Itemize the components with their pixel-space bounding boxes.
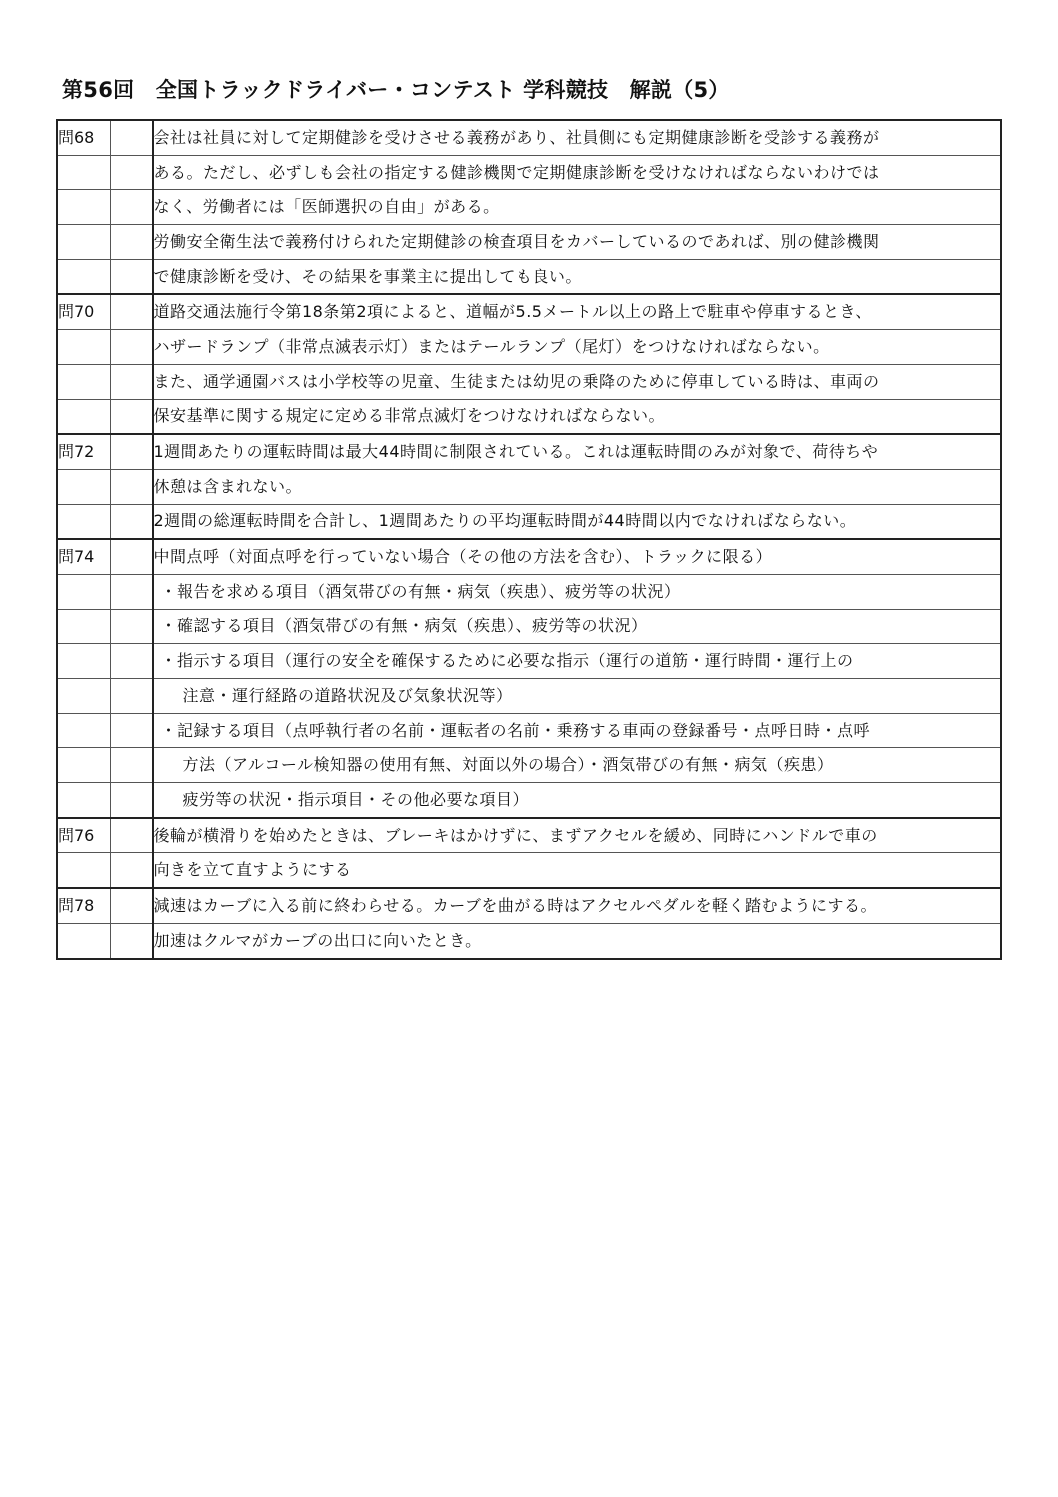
table-row (57, 399, 1001, 434)
explanation-text-cell: ハザードランプ（非常点滅表示灯）またはテールランプ（尾灯）をつけなければならない。 (153, 330, 1002, 365)
explanation-text-cell: 後輪が横滑りを始めたときは、ブレーキはかけずに、まずアクセルを緩め、同時にハンドルで車の (153, 818, 1002, 853)
explanation-text-cell: また、通学通園バスは小学校等の児童、生徒または幼児の乗降のために停車している時は、車両の (153, 364, 1002, 399)
question-number-cell (57, 330, 110, 365)
question-number-cell (57, 574, 110, 609)
explanation-text-cell: 加速はクルマがカーブの出口に向いたとき。 (153, 923, 1002, 958)
explanation-text-cell: 1週間あたりの運転時間は最大44時間に制限されている。これは運転時間のみが対象で、荷待ちや (153, 434, 1002, 469)
explanation-text-cell: 疲労等の状況・指示項目・その他必要な項目） (153, 783, 1002, 818)
explanation-text-cell: 保安基準に関する規定に定める非常点滅灯をつけなければならない。 (153, 399, 1002, 434)
table-row (57, 294, 1001, 329)
explanation-text-cell: で健康診断を受け、その結果を事業主に提出しても良い。 (153, 259, 1002, 294)
table-row (57, 609, 1001, 644)
question-number-cell: 問78 (57, 888, 110, 923)
answer-mark-cell (110, 330, 153, 365)
explanation-text-cell: 減速はカーブに入る前に終わらせる。カーブを曲がる時はアクセルペダルを軽く踏むようにする。 (153, 888, 1002, 923)
answer-mark-cell (110, 679, 153, 714)
explanation-text-cell: 会社は社員に対して定期健診を受けさせる義務があり、社員側にも定期健康診断を受診する義務が (153, 120, 1002, 155)
question-number-cell (57, 923, 110, 958)
table-row (57, 330, 1001, 365)
table-row (57, 469, 1001, 504)
question-number-cell (57, 225, 110, 260)
answer-mark-cell (110, 888, 153, 923)
question-number-cell (57, 609, 110, 644)
table-row (57, 120, 1001, 155)
answer-mark-cell (110, 504, 153, 539)
explanation-text-cell: 2週間の総運転時間を合計し、1週間あたりの平均運転時間が44時間以内でなければならない。 (153, 504, 1002, 539)
question-number-cell: 問74 (57, 539, 110, 574)
table-row (57, 190, 1001, 225)
answer-mark-cell (110, 783, 153, 818)
answer-mark-cell (110, 364, 153, 399)
table-row (57, 434, 1001, 469)
explanation-text-cell: 中間点呼（対面点呼を行っていない場合（その他の方法を含む）、トラックに限る） (153, 539, 1002, 574)
table-body (57, 120, 1001, 959)
explanation-text-cell: 方法（アルコール検知器の使用有無、対面以外の場合）・酒気帯びの有無・病気（疾患） (153, 748, 1002, 783)
table-row (57, 818, 1001, 853)
table-row (57, 259, 1001, 294)
question-number-cell (57, 644, 110, 679)
explanation-text-cell: ・記録する項目（点呼執行者の名前・運転者の名前・乗務する車両の登録番号・点呼日時・点呼 (153, 713, 1002, 748)
explanation-text-cell: 労働安全衛生法で義務付けられた定期健診の検査項目をカバーしているのであれば、別の健診機関 (153, 225, 1002, 260)
question-number-cell (57, 399, 110, 434)
question-number-cell (57, 155, 110, 190)
explanation-text-cell: 道路交通法施行令第18条第2項によると、道幅が5.5メートル以上の路上で駐車や停車するとき、 (153, 294, 1002, 329)
explanation-text-cell: 注意・運行経路の道路状況及び気象状況等） (153, 679, 1002, 714)
table-row (57, 748, 1001, 783)
question-number-cell (57, 190, 110, 225)
table-row (57, 713, 1001, 748)
question-number-cell (57, 259, 110, 294)
answer-mark-cell (110, 190, 153, 225)
table-row (57, 155, 1001, 190)
question-number-cell (57, 364, 110, 399)
table-row (57, 539, 1001, 574)
question-number-cell: 問68 (57, 120, 110, 155)
answer-mark-cell (110, 259, 153, 294)
answer-mark-cell (110, 120, 153, 155)
explanation-text-cell: ・指示する項目（運行の安全を確保するために必要な指示（運行の道筋・運行時間・運行上の (153, 644, 1002, 679)
answer-mark-cell (110, 609, 153, 644)
question-number-cell (57, 504, 110, 539)
question-number-cell (57, 853, 110, 888)
answer-mark-cell (110, 644, 153, 679)
question-number-cell (57, 713, 110, 748)
explanation-table (56, 119, 1002, 960)
explanation-text-cell: ある。ただし、必ずしも会社の指定する健診機関で定期健康診断を受けなければならないわけでは (153, 155, 1002, 190)
answer-mark-cell (110, 434, 153, 469)
explanation-text-cell: ・報告を求める項目（酒気帯びの有無・病気（疾患）、疲労等の状況） (153, 574, 1002, 609)
question-number-cell (57, 469, 110, 504)
table-row (57, 225, 1001, 260)
question-number-cell: 問70 (57, 294, 110, 329)
explanation-text-cell: 向きを立て直すようにする (153, 853, 1002, 888)
answer-mark-cell (110, 294, 153, 329)
answer-mark-cell (110, 853, 153, 888)
table-row (57, 679, 1001, 714)
answer-mark-cell (110, 539, 153, 574)
table-row (57, 364, 1001, 399)
answer-mark-cell (110, 469, 153, 504)
question-number-cell: 問76 (57, 818, 110, 853)
explanation-text-cell: 休憩は含まれない。 (153, 469, 1002, 504)
table-row (57, 574, 1001, 609)
explanation-text-cell: なく、労働者には「医師選択の自由」がある。 (153, 190, 1002, 225)
question-number-cell (57, 748, 110, 783)
question-number-cell (57, 783, 110, 818)
answer-mark-cell (110, 399, 153, 434)
question-number-cell (57, 679, 110, 714)
table-row (57, 504, 1001, 539)
answer-mark-cell (110, 225, 153, 260)
explanation-text-cell: ・確認する項目（酒気帯びの有無・病気（疾患）、疲労等の状況） (153, 609, 1002, 644)
table-row (57, 783, 1001, 818)
document-title: 第56回 全国トラックドライバー・コンテスト 学科競技 解説（5） (62, 78, 730, 102)
table-row (57, 888, 1001, 923)
answer-mark-cell (110, 574, 153, 609)
answer-mark-cell (110, 818, 153, 853)
table-row (57, 644, 1001, 679)
answer-mark-cell (110, 923, 153, 958)
table-row (57, 923, 1001, 958)
answer-mark-cell (110, 155, 153, 190)
answer-mark-cell (110, 748, 153, 783)
answer-mark-cell (110, 713, 153, 748)
table-row (57, 853, 1001, 888)
question-number-cell: 問72 (57, 434, 110, 469)
